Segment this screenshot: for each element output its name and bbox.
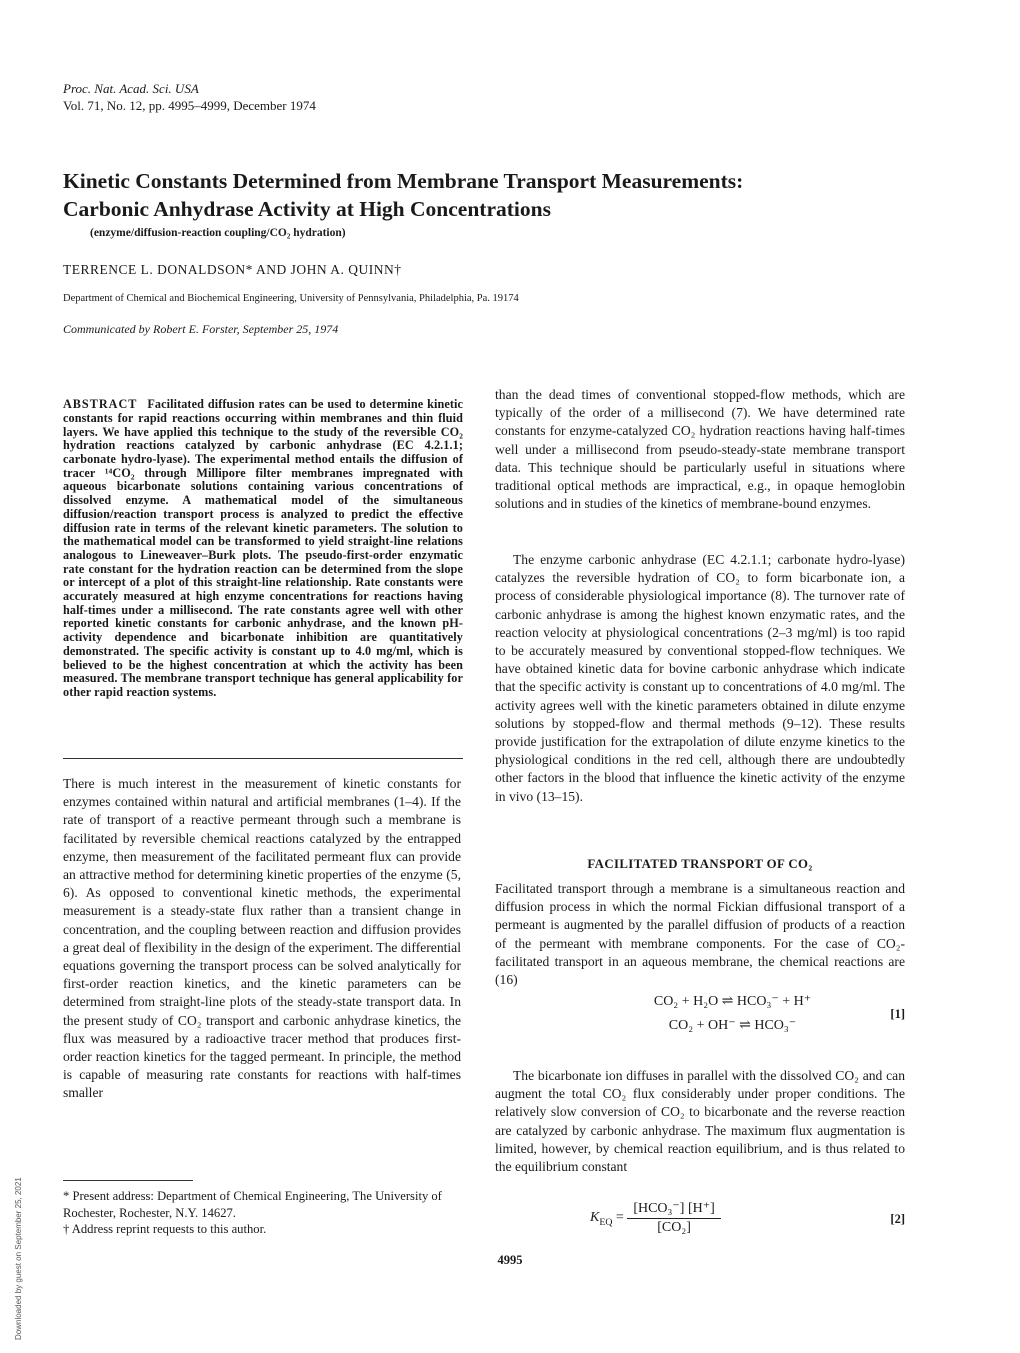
footnote-divider (63, 1180, 193, 1181)
right-paragraph-3: Facilitated transport through a membrane is a simultaneous reaction and diffusion process in which the normal Fickian diffusional transport of a permeant is augmented by the parallel diffusion of products of a reaction of the permeant with membrane components. For the case of CO₂-facilitated transport in an aqueous membrane, the chemical reactions are (16) (495, 881, 905, 988)
right-paragraph-4: The bicarbonate ion diffuses in parallel with the dissolved CO₂ and can augment the total CO₂ flux considerably under proper conditions. The relatively slow conversion of CO₂ to bicarbonate and the reverse reaction are catalyzed by carbonic anhydrase. The maximum flux augmentation is limited, however, by chemical reaction equilibrium, and is thus related to the equilibrium constant (495, 1068, 905, 1175)
equation-1-number: [1] (890, 1007, 905, 1021)
section-heading: FACILITATED TRANSPORT OF CO₂ (587, 857, 813, 871)
footnote-1: * Present address: Department of Chemical Engineering, The University of Rochester, Rochester, N.Y. 14627. (63, 1189, 442, 1220)
communicated-by: Communicated by Robert E. Forster, September 25, 1974 (63, 322, 339, 336)
abstract-divider (63, 758, 463, 759)
equation-2-numerator: [HCO₃⁻] [H⁺] (627, 1200, 720, 1219)
equation-1-line-1: CO₂ + H₂O ⇌ HCO₃⁻ + H⁺ (653, 994, 812, 1009)
journal-volume: Vol. 71, No. 12, pp. 4995–4999, December 1974 (63, 98, 316, 113)
abstract-label: ABSTRACT (63, 397, 138, 412)
page-number: 4995 (497, 1253, 523, 1267)
journal-name: Proc. Nat. Acad. Sci. USA (63, 81, 199, 96)
title-line-1: Kinetic Constants Determined from Membrane Transport Measurements: (63, 169, 744, 193)
download-stamp-text: Downloaded by guest on September 25, 2021 (14, 1177, 23, 1340)
equation-2-lhs: K (590, 1210, 600, 1225)
download-stamp (14, 1177, 28, 1340)
equals-sign: = (615, 1210, 624, 1225)
keywords: (enzyme/diffusion-reaction coupling/CO₂ hydration) (90, 227, 346, 239)
intro-paragraph: There is much interest in the measurement of kinetic constants for enzymes contained within natural and artificial membranes (1–4). If the rate of transport of a reactive permeant through such a membrane is facilitated by reversible chemical reactions catalyzed by the entrapped enzyme, then measurement of the facilitated permeant flux can provide an attractive method for determining kinetic properties of the enzyme (5, 6). As opposed to conventional kinetic methods, the experimental measurement is a steady-state flux rather than a transient change in concentration, and the coupling between reaction and diffusion provides a great deal of flexibility in the design of the experiment. The differential equations governing the transport process can be solved analytically for first-order reaction kinetics, and the kinetic parameters can be determined from straight-line plots of the steady-state transport data. In the present study of CO₂ transport and carbonic anhydrase kinetics, the flux was measured by a radioactive tracer method that produces first-order reaction kinetics for the tagged permeant. In principle, the method is capable of measuring rate constants for reactions with half-times smaller (63, 776, 461, 1101)
equation-2-number: [2] (890, 1212, 905, 1226)
right-paragraph-1: than the dead times of conventional stopped-flow methods, which are typically of the order of a millisecond (7). We have determined rate constants for enzyme-catalyzed CO₂ hydration reactions having half-times well under a millisecond from pseudo-steady-state membrane transport data. This technique should be particularly useful in situations where traditional optical methods are impractical, e.g., in opaque hemoglobin solutions and in studies of the kinetics of membrane-bound enzymes. (495, 387, 905, 512)
paper-title (63, 167, 963, 223)
title-line-2: Carbonic Anhydrase Activity at High Concentrations (63, 197, 551, 221)
equation-1 (560, 990, 905, 1038)
equation-2-fraction (627, 1200, 720, 1236)
abstract (63, 398, 463, 699)
authors: TERRENCE L. DONALDSON* AND JOHN A. QUINN† (63, 262, 402, 277)
footnote-2: † Address reprint requests to this author. (63, 1222, 267, 1236)
journal-citation (63, 80, 316, 114)
equation-2 (590, 1200, 905, 1236)
affiliation: Department of Chemical and Biochemical Engineering, University of Pennsylvania, Philadelphia, Pa. 19174 (63, 293, 519, 304)
right-paragraph-2: The enzyme carbonic anhydrase (EC 4.2.1.1; carbonate hydro-lyase) catalyzes the reversible hydration of CO₂ to form bicarbonate ion, a process of considerable physiological importance (8). The turnover rate of carbonic anhydrase is among the highest known enzymatic rates, and the reaction velocity at physiological concentrations (2–3 mg/ml) is too rapid to be accurately measured by conventional stopped-flow techniques. We have obtained kinetic data for bovine carbonic anhydrase which indicate that the specific activity is constant up to concentrations of 4.0 mg/ml. The activity agrees well with the kinetic parameters obtained in dilute enzyme solutions by stopped-flow and thermal methods (9–12). These results provide justification for the extrapolation of dilute enzyme kinetics to the physiological conditions in the red cell, although there are undoubtedly other factors in the blood that influence the kinetic activity of the enzyme in vivo (13–15). (495, 552, 905, 804)
equation-2-denominator: [CO₂] (657, 1220, 691, 1235)
equation-1-line-2: CO₂ + OH⁻ ⇌ HCO₃⁻ (668, 1018, 797, 1033)
abstract-text: Facilitated diffusion rates can be used to determine kinetic constants for rapid reactions occurring within membranes and thin fluid layers. We have applied this technique to the study of the reversible CO₂ hydration reactions catalyzed by carbonic anhydrase (EC 4.2.1.1; carbonate hydro-lyase). The experimental method entails the diffusion of tracer ¹⁴CO₂ through Millipore filter membranes impregnated with aqueous bicarbonate solutions containing various concentrations of dissolved enzyme. A mathematical model of the simultaneous diffusion/reaction transport process is analyzed to predict the effective diffusion rate in terms of the relevant kinetic parameters. The solution to the mathematical model can be transformed to yield straight-line relations analogous to Lineweaver–Burk plots. The pseudo-first-order enzymatic rate constant for the hydration reaction can be determined from the slope or intercept of a plot of this straight-line relationship. Rate constants were accurately measured at high enzyme concentrations for reactions having half-times under a millisecond. The rate constants agree well with other reported kinetic constants for carbonic anhydrase, and the known pH-activity dependence and bicarbonate inhibition are quantitatively demonstrated. The specific activity is constant up to 4.0 mg/ml, which is believed to be the highest concentration at which the activity has been measured. The membrane transport technique has general applicability for other rapid reaction systems. (63, 397, 463, 699)
footnotes (63, 1188, 461, 1238)
equation-2-lhs-sub: EQ (599, 1217, 613, 1229)
